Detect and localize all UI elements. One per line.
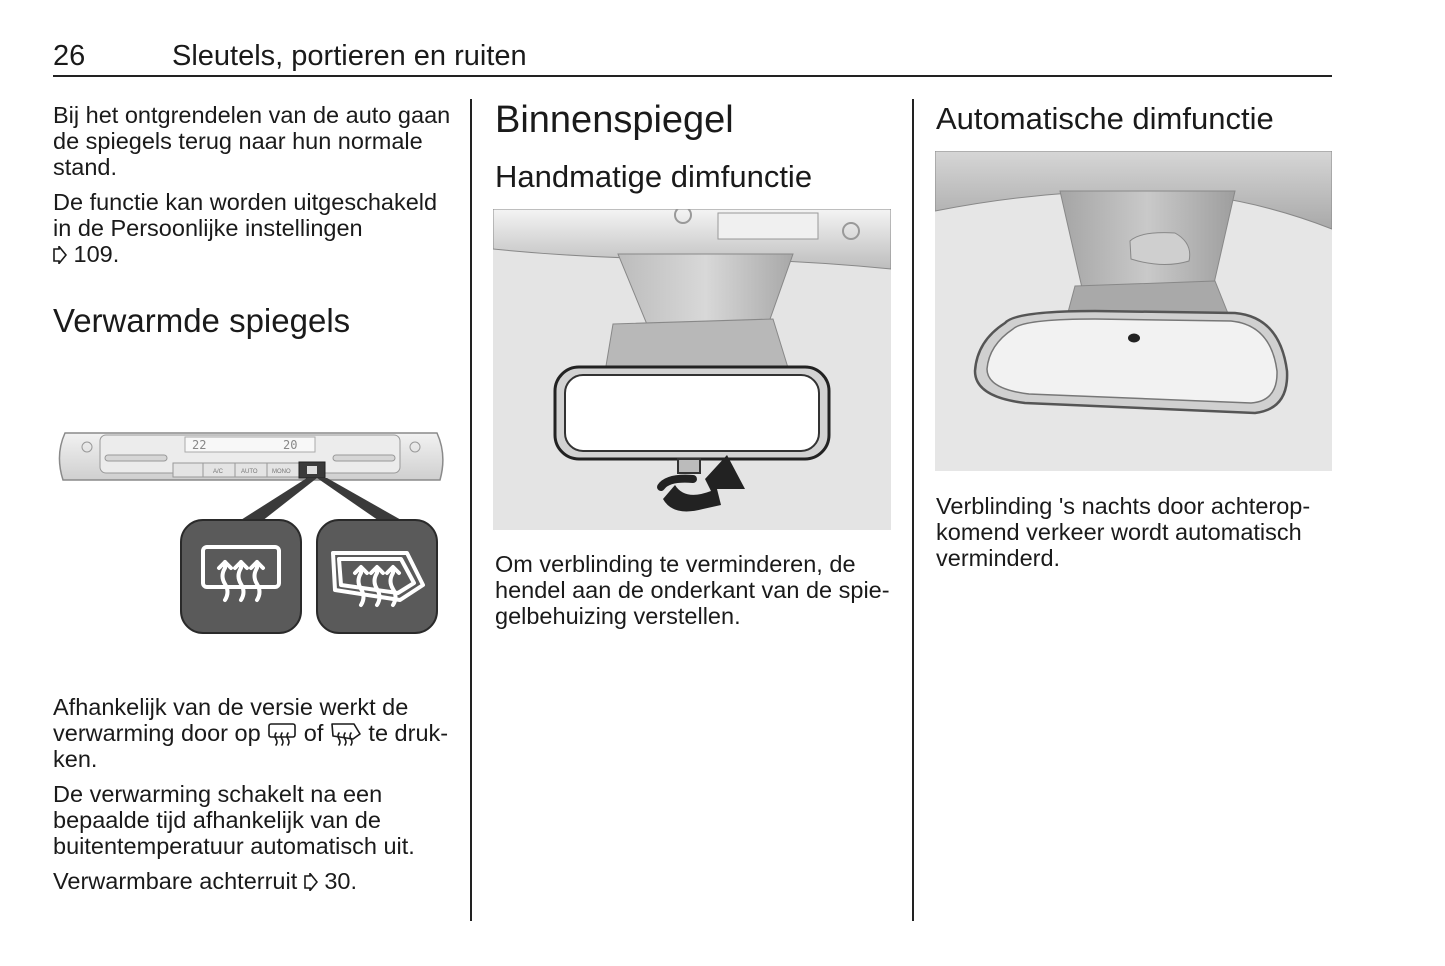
display-temp-left: 22 (192, 438, 207, 452)
panel-btn-auto: AUTO (241, 469, 258, 475)
paragraph-auto-off: De verwarming schakelt na een bepaalde tijd afhankelijk van de buitentemperatuur automatisch uit. (53, 781, 415, 859)
paragraph-mirrors-reset: Bij het ontgrendelen van de auto gaan de spiegels terug naar hun normale stand. (53, 102, 451, 180)
version-text-or: of (303, 720, 324, 746)
display-temp-right: 20 (283, 438, 298, 452)
page-number: 26 (53, 40, 86, 72)
paragraph-rear-window (53, 868, 453, 894)
reference-arrow-icon (304, 873, 318, 891)
heading-inner-mirror: Binnenspiegel (495, 99, 734, 141)
heading-heated-mirrors: Verwarmde spiegels (53, 302, 351, 339)
header-divider (53, 75, 1332, 77)
version-text-a: Afhankelijk van de versie werkt de verwarming door op (53, 694, 409, 746)
reference-arrow-icon (53, 246, 67, 264)
column-divider-1 (470, 99, 472, 921)
paragraph-version (53, 694, 453, 772)
column-2-body (495, 551, 895, 638)
panel-btn-mono: MONO (272, 469, 291, 475)
rear-window-text: Verwarmbare achterruit (53, 868, 298, 894)
chapter-title: Sleutels, portieren en ruiten (172, 40, 527, 72)
mirror-defrost-icon (330, 722, 362, 746)
manual-dim-mirror-illustration (493, 209, 891, 530)
version-text-b: te druk- (368, 720, 449, 746)
reference-link-rear-window[interactable]: 30. (324, 868, 357, 894)
auto-dim-mirror-illustration (935, 151, 1332, 471)
version-text-c: ken. (53, 746, 98, 772)
rear-window-defrost-icon (267, 722, 297, 746)
panel-btn-ac: A/C (213, 469, 224, 475)
paragraph-disable-function (53, 189, 453, 267)
climate-panel-illustration (55, 425, 447, 640)
column-divider-2 (912, 99, 914, 921)
disable-function-text: De functie kan worden uitgeschakeld in de Persoonlijke instellingen (53, 189, 438, 241)
heading-auto-dim: Automatische dimfunctie (936, 101, 1274, 136)
column-3-body (936, 493, 1332, 580)
heading-manual-dim: Handmatige dimfunctie (495, 159, 813, 194)
paragraph-manual-dim: Om verblinding te verminderen, de hendel aan de onderkant van de spie-gelbehuizing verstellen. (495, 551, 890, 629)
reference-link-personal-settings[interactable]: 109. (73, 241, 120, 267)
paragraph-auto-dim: Verblinding 's nachts door achterop-komend verkeer wordt automatisch verminderd. (936, 493, 1311, 571)
column-1-intro (53, 102, 453, 276)
column-1-body (53, 694, 453, 903)
